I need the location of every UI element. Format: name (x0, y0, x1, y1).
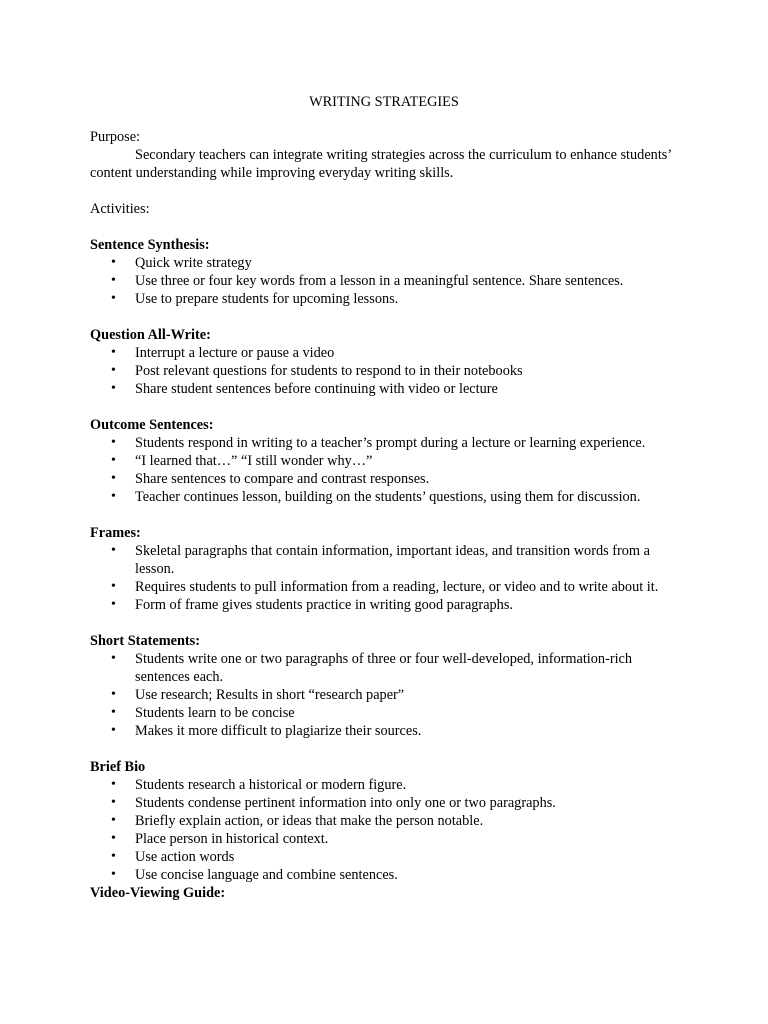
list-item-text: Students write one or two paragraphs of three or four well-developed, information-rich sentences each. (135, 651, 633, 685)
bullet-icon: • (111, 831, 116, 846)
list-item-text: Place person in historical context. (135, 831, 329, 847)
list-item-text: Quick write strategy (135, 255, 252, 271)
section-heading: Brief Bio (90, 759, 146, 775)
bullet-icon: • (111, 849, 116, 864)
bullet-icon: • (111, 453, 116, 468)
spacer (90, 182, 690, 200)
activity-sections (90, 236, 690, 902)
bullet-list (90, 542, 690, 614)
list-item (90, 722, 690, 740)
bullet-icon: • (111, 363, 116, 378)
list-item (90, 254, 690, 272)
list-item (90, 452, 690, 470)
bullet-list (90, 344, 690, 398)
list-item (90, 650, 690, 686)
section-question-all-write (90, 326, 690, 398)
section-heading: Frames: (90, 525, 141, 541)
spacer (90, 308, 690, 326)
bullet-icon: • (111, 777, 116, 792)
list-item (90, 596, 690, 614)
bullet-icon: • (111, 489, 116, 504)
bullet-list (90, 254, 690, 308)
bullet-icon: • (111, 543, 116, 558)
bullet-icon: • (111, 381, 116, 396)
section-brief-bio (90, 758, 690, 884)
list-item (90, 272, 690, 290)
list-item (90, 848, 690, 866)
list-item-text: Students research a historical or modern figure. (135, 777, 407, 793)
list-item (90, 488, 690, 506)
list-item-text: Interrupt a lecture or pause a video (135, 345, 335, 361)
list-item-text: Teacher continues lesson, building on the students’ questions, using them for discussion. (135, 489, 641, 505)
page-title: WRITING STRATEGIES (309, 94, 459, 110)
bullet-icon: • (111, 723, 116, 738)
bullet-list (90, 434, 690, 506)
bullet-icon: • (111, 579, 116, 594)
list-item (90, 830, 690, 848)
list-item-text: Use action words (135, 849, 235, 865)
bullet-list (90, 776, 690, 884)
bullet-icon: • (111, 273, 116, 288)
list-item-text: Makes it more difficult to plagiarize their sources. (135, 723, 422, 739)
spacer (90, 398, 690, 416)
spacer (90, 218, 690, 236)
spacer (90, 506, 690, 524)
list-item-text: Form of frame gives students practice in writing good paragraphs. (135, 597, 513, 613)
section-heading: Sentence Synthesis: (90, 237, 210, 253)
list-item-text: Use research; Results in short “research paper” (135, 687, 405, 703)
activities-label: Activities: (90, 201, 150, 217)
list-item-text: “I learned that…” “I still wonder why…” (135, 453, 373, 469)
list-item (90, 290, 690, 308)
list-item (90, 542, 690, 578)
bullet-icon: • (111, 291, 116, 306)
list-item (90, 776, 690, 794)
list-item-text: Students condense pertinent information into only one or two paragraphs. (135, 795, 556, 811)
document-body (90, 128, 690, 902)
bullet-icon: • (111, 471, 116, 486)
bullet-icon: • (111, 435, 116, 450)
list-item (90, 470, 690, 488)
bullet-icon: • (111, 651, 116, 666)
section-heading: Outcome Sentences: (90, 417, 214, 433)
spacer (90, 740, 690, 758)
list-item-text: Requires students to pull information from a reading, lecture, or video and to write about it. (135, 579, 659, 595)
list-item-text: Students respond in writing to a teacher’s prompt during a lecture or learning experience. (135, 435, 646, 451)
section-heading: Short Statements: (90, 633, 200, 649)
list-item (90, 866, 690, 884)
list-item (90, 812, 690, 830)
section-frames (90, 524, 690, 614)
bullet-icon: • (111, 597, 116, 612)
list-item-text: Skeletal paragraphs that contain information, important ideas, and transition words from a lesson. (135, 543, 650, 577)
bullet-icon: • (111, 255, 116, 270)
spacer (90, 614, 690, 632)
bullet-icon: • (111, 867, 116, 882)
bullet-icon: • (111, 705, 116, 720)
bullet-icon: • (111, 795, 116, 810)
list-item (90, 578, 690, 596)
bullet-icon: • (111, 813, 116, 828)
bullet-icon: • (111, 687, 116, 702)
section-outcome-sentences (90, 416, 690, 506)
list-item (90, 794, 690, 812)
list-item-text: Briefly explain action, or ideas that make the person notable. (135, 813, 484, 829)
section-short-statements (90, 632, 690, 740)
list-item-text: Use to prepare students for upcoming lessons. (135, 291, 399, 307)
section-video-viewing-guide (90, 884, 690, 902)
section-sentence-synthesis (90, 236, 690, 308)
bullet-icon: • (111, 345, 116, 360)
list-item-text: Use concise language and combine sentences. (135, 867, 398, 883)
purpose-label: Purpose: (90, 129, 141, 145)
list-item-text: Use three or four key words from a lesson in a meaningful sentence. Share sentences. (135, 273, 624, 289)
list-item-text: Share student sentences before continuing with video or lecture (135, 381, 498, 397)
list-item (90, 362, 690, 380)
purpose-paragraph: Secondary teachers can integrate writing strategies across the curriculum to enhance students’ content understanding while improving everyday writing skills. (90, 147, 672, 181)
bullet-list (90, 650, 690, 740)
list-item-text: Students learn to be concise (135, 705, 295, 721)
section-heading: Video-Viewing Guide: (90, 885, 226, 901)
section-heading: Question All-Write: (90, 327, 211, 343)
list-item (90, 686, 690, 704)
list-item (90, 380, 690, 398)
list-item (90, 344, 690, 362)
list-item-text: Share sentences to compare and contrast responses. (135, 471, 430, 487)
list-item (90, 434, 690, 452)
list-item (90, 704, 690, 722)
list-item-text: Post relevant questions for students to respond to in their notebooks (135, 363, 523, 379)
